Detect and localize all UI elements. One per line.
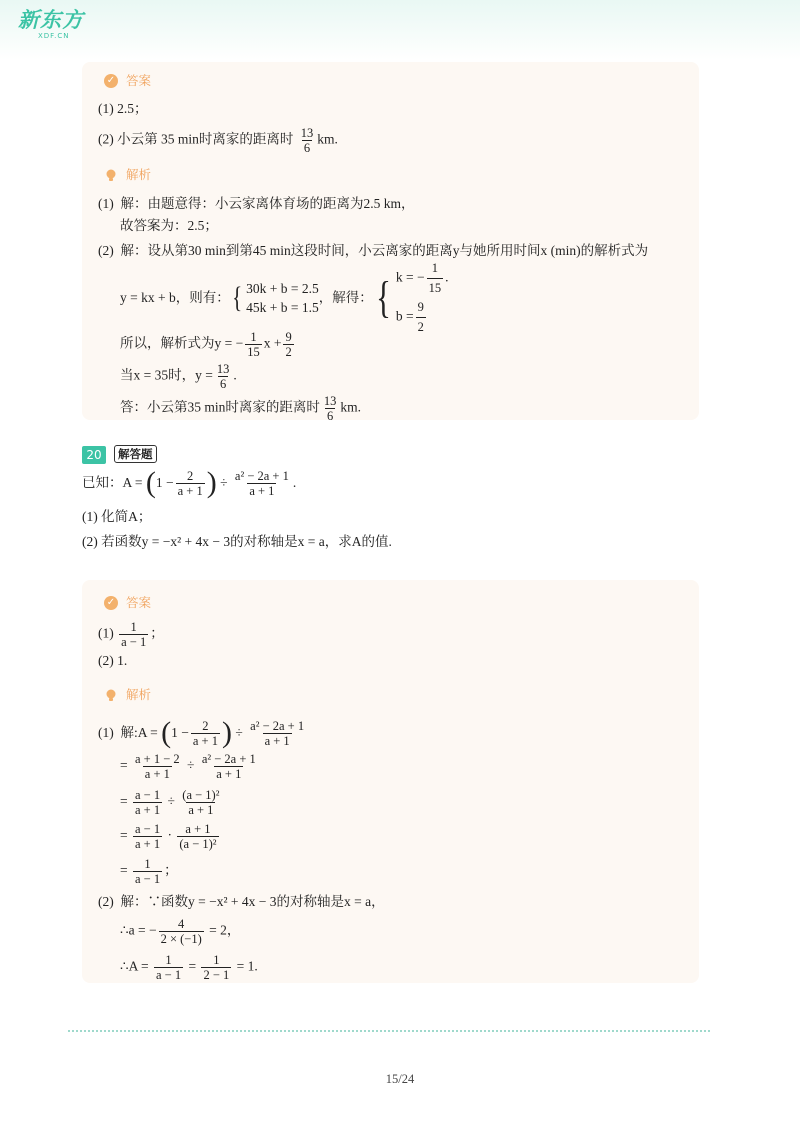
lightbulb-icon	[104, 168, 118, 182]
question-number-badge: 20	[82, 446, 106, 464]
q19-answer-2: (2) 小云第 35 min时离家的距离时 $\frac{13}{6}$ km.	[98, 126, 338, 155]
footer-divider	[68, 1030, 710, 1032]
q19-analysis-1-line1: (1) 解：由题意得：小云家离体育场的距离为2.5 km，	[98, 196, 415, 211]
q19-analysis-2-line4: 当x = 35时，y = $\frac{13}{6}$ .	[120, 362, 237, 391]
q19-analysis-2-line3: 所以，解析式为y = − $\frac{1}{15}$ x + $\frac{9}{2}$	[120, 330, 292, 359]
q19-analysis-2-line1: (2) 解：设从第30 min到第45 min这段时间，小云离家的距离y与她所用时间x (min)的解析式为	[98, 243, 649, 258]
q19-analysis-1-line2: 故答案为：2.5；	[120, 218, 218, 233]
q20-step-2-line3: ∴A = $\frac{1}{a - 1}$ = $\frac{1}{2 - 1}$ = 1.	[120, 953, 258, 982]
lightbulb-icon	[104, 688, 118, 702]
q20-sub-2: (2) 若函数y = −x² + 4x − 3的对称轴是x = a，求A的值.	[82, 534, 392, 549]
q20-answer-header: ✓ 答案	[104, 594, 151, 612]
header-band	[0, 0, 800, 60]
q20-step-1-line1: (1) 解:A = ( 1 − $\frac{2}{a + 1}$ ) ÷ $\frac{\text{a² − 2a + 1}}{a + 1}$	[98, 716, 305, 749]
q19-analysis-header: 解析	[104, 166, 151, 184]
q20-step-1-line2: = $\frac{a + 1 - 2}{a + 1}$ ÷ $\frac{\text{a² − 2a + 1}}{a + 1}$	[120, 752, 256, 781]
q20-stem: 已知：A = ( 1 − $\frac{2}{a + 1}$ ) ÷ $\frac{\text{a² − 2a + 1}}{a + 1}$ .	[82, 466, 297, 499]
q19-analysis-2-line5: 答：小云第35 min时离家的距离时 $\frac{13}{6}$ km.	[120, 394, 362, 423]
equation-system-1: { 30k + b = 2.5 45k + b = 1.5	[231, 281, 319, 315]
q20-step-2-line2: ∴a = − $\frac{4}{2 \times (-1)}$ = 2，	[120, 917, 241, 946]
q20-answer-1: (1) $\frac{1}{a - 1}$ ；	[98, 620, 164, 649]
check-icon: ✓	[104, 596, 118, 610]
q20-step-2-line1: (2) 解：∵函数y = −x² + 4x − 3的对称轴是x = a，	[98, 894, 385, 909]
logo-domain: XDF.CN	[38, 32, 70, 40]
q19-analysis-2-systems: y = kx + b，则有： { 30k + b = 2.5 45k + b = 1.5 ，解得： { k = − $\frac{1}{15}$ . b = $\frac{9}{2}$	[120, 268, 448, 328]
q19-answer-header: ✓ 答案	[104, 72, 151, 90]
q20-analysis-header: 解析	[104, 686, 151, 704]
q20-step-1-line3: = $\frac{a - 1}{a + 1}$ ÷ $\frac{\text{(a − 1)²}}{a + 1}$	[120, 788, 220, 817]
page-number: 15/24	[385, 1072, 415, 1086]
q20-step-1-line4: = $\frac{a - 1}{a + 1}$ · $\frac{a + 1}{\text{(a − 1)²}}$	[120, 822, 217, 851]
equation-system-2: { k = − $\frac{1}{15}$ . b = $\frac{9}{2}$	[373, 259, 449, 337]
q20-sub-1: (1) 化简A；	[82, 509, 152, 524]
q20-step-1-line5: = $\frac{1}{a - 1}$ ；	[120, 857, 178, 886]
check-icon: ✓	[104, 74, 118, 88]
question-type-badge: 解答题	[114, 445, 157, 463]
q19-answer-1: (1) 2.5；	[98, 101, 148, 116]
xdf-logo	[18, 8, 84, 40]
logo-text: 新东方	[18, 8, 84, 32]
q20-answer-2: (2) 1.	[98, 653, 128, 668]
